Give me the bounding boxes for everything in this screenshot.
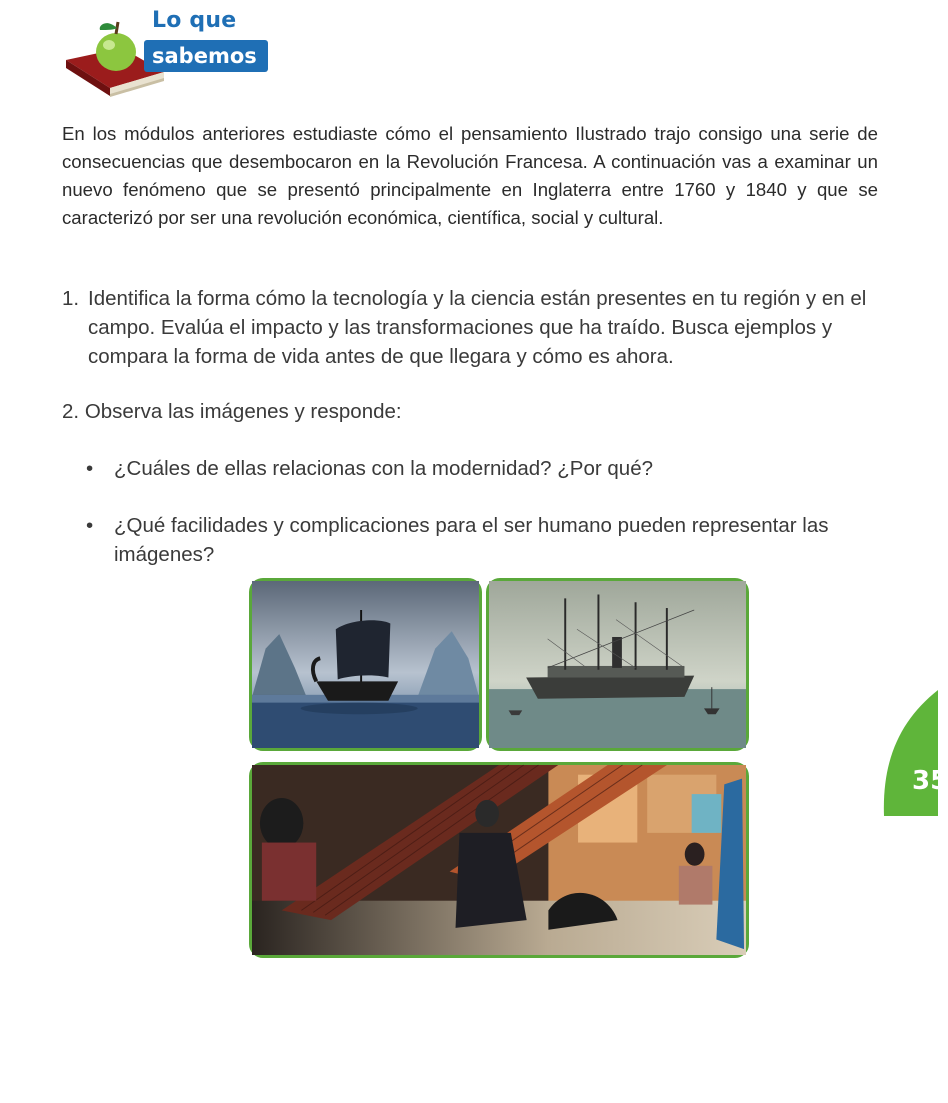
- bullet-text: ¿Cuáles de ellas relacionas con la modernidad? ¿Por qué?: [114, 457, 654, 480]
- bullet-dot: •: [86, 514, 94, 537]
- question-text: Observa las imágenes y responde:: [84, 400, 402, 423]
- question-number: 1.: [62, 287, 80, 310]
- steamship-photo: [486, 578, 749, 751]
- section-title-line2: sabemos: [144, 40, 268, 72]
- bullet-item: [86, 454, 878, 483]
- intro-paragraph: En los módulos anteriores estudiaste cómo el pensamiento Ilustrado trajo consigo una serie de consecuencias que desembocaron en la Revolución Francesa. A continuación vas a examinar un nuevo fenómeno que se presentó principalmente en Inglaterra entre 1760 y 1840 y que se caracterizó por ser una revolución económica, científica, social y cultural.: [62, 123, 878, 228]
- loom-weavers-photo: [249, 762, 749, 958]
- question-number: 2.: [62, 400, 80, 423]
- section-title-line1: Lo que: [152, 8, 237, 33]
- page-number: 35: [912, 766, 948, 796]
- question-text: Identifica la forma cómo la tecnología y la ciencia están presentes en tu región y en el campo. Evalúa el impacto y las transformaciones que ha traído. Busca ejemplos y compara la forma de vida antes de que llegara y cómo es ahora.: [88, 287, 867, 368]
- bullet-text: ¿Qué facilidades y complicaciones para el ser humano pueden representar las imágenes?: [114, 514, 829, 566]
- bullet-dot: •: [86, 457, 94, 480]
- viking-ship-photo: [249, 578, 482, 751]
- question-2: [62, 397, 882, 426]
- bullet-item: [86, 511, 878, 569]
- question-1: [62, 284, 882, 371]
- page-tab-icon: [880, 690, 948, 816]
